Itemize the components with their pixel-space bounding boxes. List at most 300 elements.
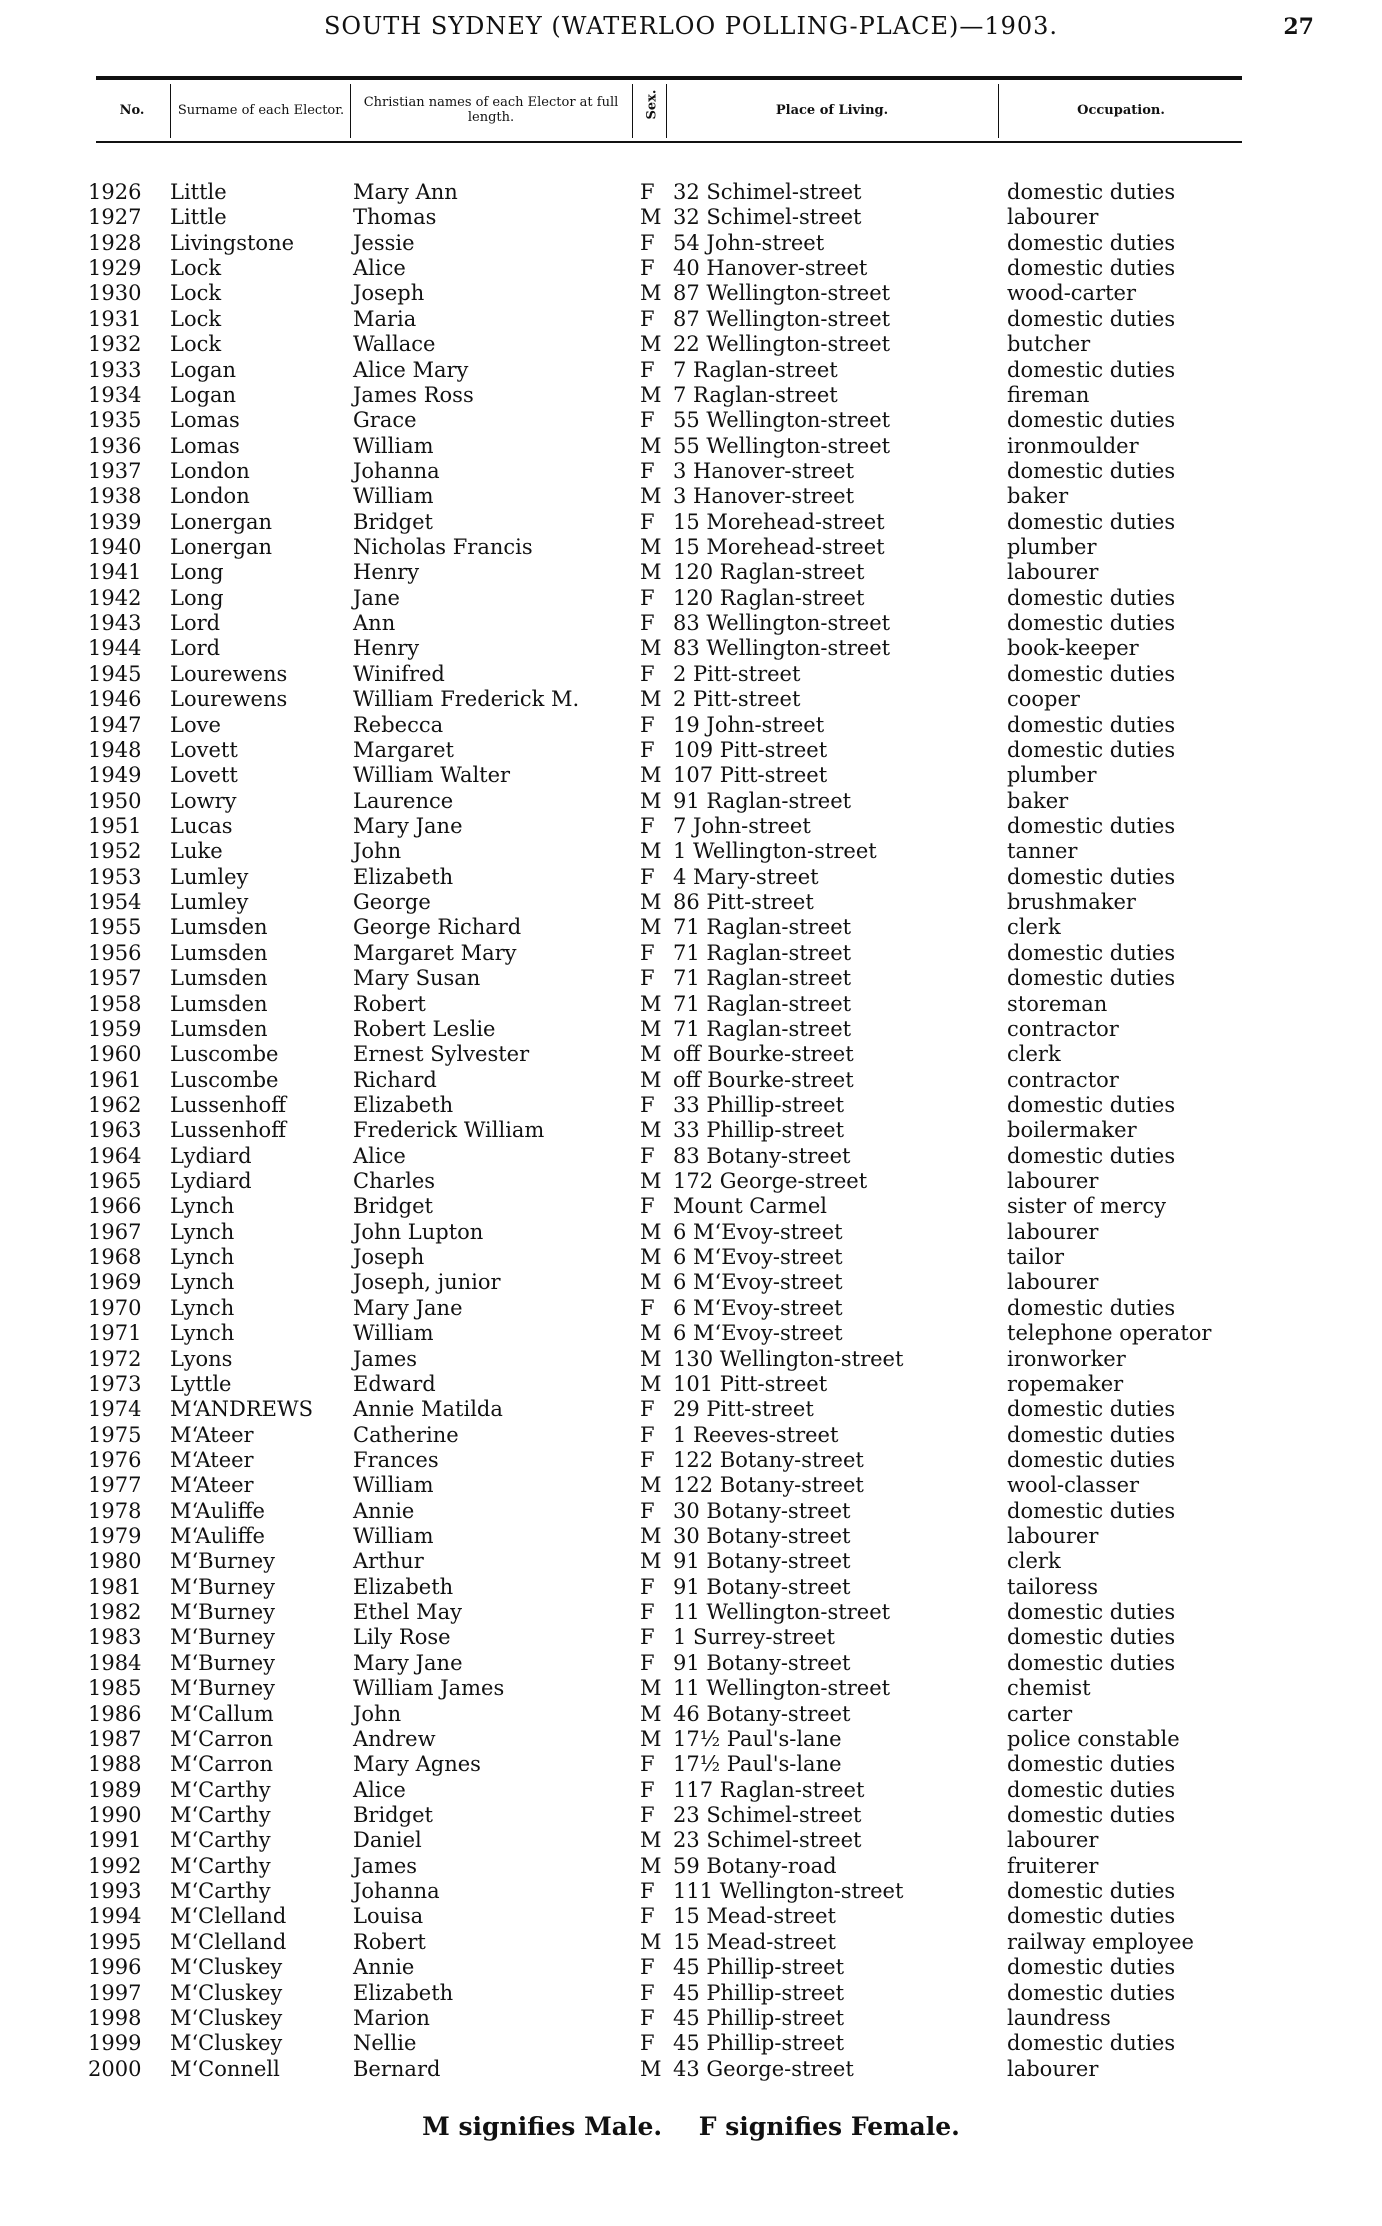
table-row: [0, 1270, 1382, 1295]
cell-surname: Lynch: [170, 1245, 235, 1270]
cell-christian: Catherine: [353, 1422, 459, 1447]
cell-christian: William: [353, 484, 434, 509]
cell-no: 1939: [88, 509, 142, 534]
cell-surname: Lussenhoff: [170, 1118, 287, 1143]
cell-no: 1990: [88, 1803, 142, 1827]
table-row: [0, 662, 1382, 687]
column-divider: [632, 84, 633, 138]
cell-no: 1964: [88, 1143, 142, 1168]
cell-surname: Lynch: [170, 1219, 235, 1244]
cell-no: 1958: [88, 991, 142, 1016]
cell-occupation: fruiterer: [1007, 1853, 1099, 1878]
cell-place: 130 Wellington-street: [673, 1346, 904, 1371]
cell-place: 11 Wellington-street: [673, 1676, 891, 1701]
cell-no: 1938: [88, 484, 142, 509]
table-row: [0, 2006, 1382, 2031]
cell-place: 55 Wellington-street: [673, 433, 891, 458]
table-row: [0, 231, 1382, 256]
cell-christian: Daniel: [353, 1828, 422, 1853]
cell-place: 71 Raglan-street: [673, 991, 852, 1016]
cell-surname: Luscombe: [170, 1067, 279, 1092]
cell-no: 1942: [88, 585, 142, 610]
cell-place: 122 Botany-street: [673, 1447, 864, 1472]
cell-christian: Frederick William: [353, 1118, 545, 1143]
cell-christian: Nicholas Francis: [353, 535, 533, 560]
table-row: [0, 180, 1382, 205]
cell-surname: M‘Burney: [170, 1625, 275, 1650]
cell-sex: M: [640, 991, 662, 1016]
cell-christian: Thomas: [353, 205, 437, 230]
table-row: [0, 307, 1382, 332]
cell-sex: M: [640, 839, 662, 864]
legend-male: M signifies Male.: [422, 2112, 663, 2141]
cell-no: 1977: [88, 1473, 142, 1498]
cell-sex: F: [640, 737, 655, 762]
cell-christian: Maria: [353, 306, 417, 331]
cell-occupation: labourer: [1007, 2056, 1099, 2081]
cell-surname: Lord: [170, 636, 221, 661]
cell-sex: M: [640, 788, 662, 813]
cell-occupation: fireman: [1007, 382, 1090, 407]
cell-occupation: domestic duties: [1007, 1092, 1176, 1117]
table-row: [0, 1194, 1382, 1219]
cell-sex: F: [640, 408, 655, 433]
table-row: [0, 1778, 1382, 1803]
cell-surname: Lyons: [170, 1346, 233, 1371]
cell-christian: Ann: [353, 611, 396, 636]
cell-christian: John: [353, 1701, 402, 1726]
cell-sex: F: [640, 1650, 655, 1675]
table-row: [0, 281, 1382, 306]
cell-sex: F: [640, 864, 655, 889]
cell-no: 1999: [88, 2031, 142, 2056]
cell-no: 1970: [88, 1295, 142, 1320]
cell-no: 1935: [88, 408, 142, 433]
cell-sex: M: [640, 535, 662, 560]
cell-occupation: domestic duties: [1007, 1777, 1176, 1802]
table-row: [0, 890, 1382, 915]
cell-place: 17½ Paul's-lane: [673, 1752, 842, 1777]
cell-christian: Bridget: [353, 1194, 433, 1219]
cell-christian: William Frederick M.: [353, 687, 580, 712]
cell-sex: M: [640, 1853, 662, 1878]
cell-surname: Lumsden: [170, 1016, 268, 1041]
cell-occupation: brushmaker: [1007, 890, 1136, 915]
cell-occupation: domestic duties: [1007, 1397, 1176, 1422]
cell-surname: Little: [170, 205, 227, 230]
cell-occupation: cooper: [1007, 687, 1080, 712]
cell-no: 1941: [88, 560, 142, 585]
cell-place: 19 John-street: [673, 712, 825, 737]
table-row: [0, 763, 1382, 788]
page-title: SOUTH SYDNEY (WATERLOO POLLING-PLACE)—1903.: [323, 12, 1059, 40]
cell-surname: Love: [170, 712, 221, 737]
cell-occupation: wool-classer: [1007, 1473, 1140, 1498]
cell-christian: Elizabeth: [353, 1092, 454, 1117]
cell-occupation: baker: [1007, 484, 1069, 509]
cell-no: 1945: [88, 661, 142, 686]
cell-surname: Lumsden: [170, 940, 268, 965]
table-row: [0, 1727, 1382, 1752]
cell-christian: George: [353, 890, 431, 915]
cell-no: 1979: [88, 1524, 142, 1549]
cell-christian: William James: [353, 1676, 505, 1701]
cell-no: 1974: [88, 1397, 142, 1422]
table-row: [0, 1144, 1382, 1169]
table-row: [0, 1499, 1382, 1524]
cell-christian: Rebecca: [353, 712, 444, 737]
cell-place: 117 Raglan-street: [673, 1777, 865, 1802]
cell-christian: Bridget: [353, 509, 433, 534]
table-row: [0, 992, 1382, 1017]
cell-christian: Joseph: [353, 1245, 425, 1270]
cell-surname: Lonergan: [170, 509, 273, 534]
cell-christian: Elizabeth: [353, 1574, 454, 1599]
cell-occupation: ropemaker: [1007, 1371, 1124, 1396]
cell-christian: Henry: [353, 560, 420, 585]
cell-surname: Lomas: [170, 408, 240, 433]
cell-sex: F: [640, 1397, 655, 1422]
cell-occupation: domestic duties: [1007, 1143, 1176, 1168]
cell-place: 23 Schimel-street: [673, 1828, 862, 1853]
cell-occupation: labourer: [1007, 1169, 1099, 1194]
cell-place: 83 Botany-street: [673, 1143, 851, 1168]
cell-occupation: domestic duties: [1007, 737, 1176, 762]
cell-surname: M‘Auliffe: [170, 1524, 265, 1549]
cell-occupation: labourer: [1007, 1828, 1099, 1853]
cell-place: 32 Schimel-street: [673, 205, 862, 230]
table-row: [0, 687, 1382, 712]
cell-occupation: contractor: [1007, 1016, 1119, 1041]
cell-no: 1932: [88, 332, 142, 357]
cell-occupation: domestic duties: [1007, 661, 1176, 686]
cell-place: 71 Raglan-street: [673, 915, 852, 940]
cell-sex: F: [640, 1955, 655, 1980]
cell-place: 87 Wellington-street: [673, 306, 891, 331]
cell-sex: M: [640, 1219, 662, 1244]
cell-surname: Lourewens: [170, 661, 288, 686]
cell-surname: Lock: [170, 306, 222, 331]
cell-surname: Lucas: [170, 813, 233, 838]
cell-christian: George Richard: [353, 915, 522, 940]
cell-occupation: domestic duties: [1007, 458, 1176, 483]
cell-no: 1928: [88, 230, 142, 255]
cell-occupation: domestic duties: [1007, 509, 1176, 534]
cell-no: 1959: [88, 1016, 142, 1041]
cell-surname: M‘Carthy: [170, 1777, 271, 1802]
cell-occupation: clerk: [1007, 1549, 1061, 1574]
cell-christian: Elizabeth: [353, 1980, 454, 2005]
cell-place: 91 Botany-street: [673, 1549, 851, 1574]
cell-occupation: domestic duties: [1007, 1498, 1176, 1523]
cell-christian: Joseph: [353, 281, 425, 306]
cell-occupation: domestic duties: [1007, 1955, 1176, 1980]
cell-sex: F: [640, 1447, 655, 1472]
cell-christian: Richard: [353, 1067, 437, 1092]
cell-sex: F: [640, 1625, 655, 1650]
table-row: [0, 611, 1382, 636]
table-row: [0, 1549, 1382, 1574]
table-row: [0, 789, 1382, 814]
table-row: [0, 1524, 1382, 1549]
cell-sex: M: [640, 382, 662, 407]
cell-christian: John Lupton: [353, 1219, 484, 1244]
cell-occupation: book-keeper: [1007, 636, 1139, 661]
table-row: [0, 1220, 1382, 1245]
cell-no: 1968: [88, 1245, 142, 1270]
cell-place: 87 Wellington-street: [673, 281, 891, 306]
table-row: [0, 332, 1382, 357]
cell-no: 1926: [88, 180, 142, 204]
cell-place: 46 Botany-street: [673, 1701, 851, 1726]
cell-surname: London: [170, 458, 250, 483]
cell-place: 54 John-street: [673, 230, 825, 255]
cell-sex: F: [640, 509, 655, 534]
cell-place: 71 Raglan-street: [673, 1016, 852, 1041]
cell-occupation: tanner: [1007, 839, 1078, 864]
cell-sex: M: [640, 1701, 662, 1726]
table-row: [0, 1828, 1382, 1853]
cell-occupation: labourer: [1007, 1219, 1099, 1244]
cell-sex: F: [640, 180, 655, 204]
cell-sex: M: [640, 1169, 662, 1194]
cell-surname: Lowry: [170, 788, 237, 813]
cell-sex: F: [640, 306, 655, 331]
cell-no: 1980: [88, 1549, 142, 1574]
cell-no: 1969: [88, 1270, 142, 1295]
cell-occupation: domestic duties: [1007, 585, 1176, 610]
cell-place: 33 Phillip-street: [673, 1118, 845, 1143]
cell-place: 101 Pitt-street: [673, 1371, 828, 1396]
cell-no: 1996: [88, 1955, 142, 1980]
cell-occupation: domestic duties: [1007, 256, 1176, 281]
cell-no: 1973: [88, 1371, 142, 1396]
table-row: [0, 966, 1382, 991]
cell-no: 1997: [88, 1980, 142, 2005]
cell-christian: Jessie: [353, 230, 415, 255]
cell-sex: M: [640, 1016, 662, 1041]
cell-no: 1976: [88, 1447, 142, 1472]
cell-surname: Lovett: [170, 737, 238, 762]
cell-place: 107 Pitt-street: [673, 763, 828, 788]
cell-sex: F: [640, 458, 655, 483]
cell-occupation: carter: [1007, 1701, 1073, 1726]
cell-place: 55 Wellington-street: [673, 408, 891, 433]
cell-surname: Lumsden: [170, 915, 268, 940]
cell-surname: Lonergan: [170, 535, 273, 560]
cell-no: 1960: [88, 1042, 142, 1067]
cell-occupation: domestic duties: [1007, 1879, 1176, 1904]
header-rule: [96, 141, 1242, 143]
cell-christian: Robert: [353, 991, 426, 1016]
cell-no: 1985: [88, 1676, 142, 1701]
cell-occupation: clerk: [1007, 915, 1061, 940]
cell-surname: M‘Clelland: [170, 1929, 287, 1954]
cell-place: off Bourke-street: [673, 1067, 854, 1092]
cell-place: 17½ Paul's-lane: [673, 1726, 842, 1751]
cell-occupation: domestic duties: [1007, 1625, 1176, 1650]
cell-place: 2 Pitt-street: [673, 661, 801, 686]
cell-christian: Andrew: [353, 1726, 436, 1751]
cell-surname: Lynch: [170, 1321, 235, 1346]
cell-place: 32 Schimel-street: [673, 180, 862, 204]
cell-place: 3 Hanover-street: [673, 484, 855, 509]
cell-sex: F: [640, 1879, 655, 1904]
cell-no: 1978: [88, 1498, 142, 1523]
cell-christian: Annie Matilda: [353, 1397, 503, 1422]
cell-place: 33 Phillip-street: [673, 1092, 845, 1117]
cell-christian: Louisa: [353, 1904, 424, 1929]
cell-place: 7 John-street: [673, 813, 811, 838]
cell-surname: Lydiard: [170, 1143, 252, 1168]
cell-place: 91 Botany-street: [673, 1574, 851, 1599]
cell-sex: F: [640, 1980, 655, 2005]
column-header-christian: Christian names of each Elector at full length.: [363, 95, 619, 125]
cell-surname: M‘Carron: [170, 1752, 274, 1777]
cell-occupation: domestic duties: [1007, 813, 1176, 838]
cell-occupation: contractor: [1007, 1067, 1119, 1092]
table-row: [0, 1042, 1382, 1067]
cell-surname: Lovett: [170, 763, 238, 788]
cell-occupation: telephone operator: [1007, 1321, 1212, 1346]
cell-no: 2000: [88, 2056, 142, 2081]
cell-christian: William Walter: [353, 763, 511, 788]
table-row: [0, 1854, 1382, 1879]
cell-no: 1952: [88, 839, 142, 864]
cell-sex: M: [640, 1270, 662, 1295]
cell-occupation: labourer: [1007, 560, 1099, 585]
cell-place: 22 Wellington-street: [673, 332, 891, 357]
cell-sex: F: [640, 1295, 655, 1320]
cell-place: 15 Morehead-street: [673, 535, 885, 560]
cell-sex: F: [640, 585, 655, 610]
cell-sex: F: [640, 1194, 655, 1219]
cell-sex: F: [640, 2005, 655, 2030]
column-header-place: Place of Living.: [775, 102, 889, 118]
cell-surname: M‘Cluskey: [170, 1955, 283, 1980]
cell-surname: M‘Burney: [170, 1549, 275, 1574]
column-header-surname: Surname of each Elector.: [177, 102, 345, 118]
cell-no: 1998: [88, 2005, 142, 2030]
cell-occupation: storeman: [1007, 991, 1108, 1016]
table-row: [0, 915, 1382, 940]
cell-no: 1982: [88, 1600, 142, 1625]
table-row: [0, 1600, 1382, 1625]
cell-christian: Edward: [353, 1371, 436, 1396]
table-row: [0, 1423, 1382, 1448]
cell-place: 83 Wellington-street: [673, 611, 891, 636]
cell-occupation: domestic duties: [1007, 1980, 1176, 2005]
cell-christian: Margaret Mary: [353, 940, 517, 965]
table-row: [0, 1879, 1382, 1904]
cell-sex: F: [640, 1143, 655, 1168]
cell-no: 1951: [88, 813, 142, 838]
cell-sex: M: [640, 484, 662, 509]
cell-surname: M‘Carron: [170, 1726, 274, 1751]
table-row: [0, 814, 1382, 839]
cell-no: 1987: [88, 1726, 142, 1751]
column-divider: [350, 84, 351, 138]
cell-place: 59 Botany-road: [673, 1853, 837, 1878]
cell-christian: Robert Leslie: [353, 1016, 496, 1041]
cell-occupation: domestic duties: [1007, 611, 1176, 636]
cell-no: 1984: [88, 1650, 142, 1675]
cell-occupation: domestic duties: [1007, 712, 1176, 737]
cell-christian: Mary Jane: [353, 1295, 463, 1320]
cell-surname: M‘Ateer: [170, 1473, 254, 1498]
cell-christian: Laurence: [353, 788, 454, 813]
cell-place: 6 M‘Evoy-street: [673, 1270, 843, 1295]
cell-surname: Lynch: [170, 1295, 235, 1320]
cell-no: 1983: [88, 1625, 142, 1650]
table-row: [0, 383, 1382, 408]
cell-surname: Lumsden: [170, 966, 268, 991]
cell-surname: Lock: [170, 281, 222, 306]
cell-place: 11 Wellington-street: [673, 1600, 891, 1625]
cell-surname: M‘Burney: [170, 1650, 275, 1675]
cell-occupation: domestic duties: [1007, 357, 1176, 382]
cell-occupation: domestic duties: [1007, 408, 1176, 433]
table-row: [0, 839, 1382, 864]
cell-occupation: ironworker: [1007, 1346, 1126, 1371]
cell-christian: Mary Agnes: [353, 1752, 481, 1777]
cell-place: 4 Mary-street: [673, 864, 819, 889]
table-row: [0, 1321, 1382, 1346]
cell-place: 120 Raglan-street: [673, 585, 865, 610]
cell-surname: M‘Carthy: [170, 1879, 271, 1904]
cell-surname: Lumley: [170, 890, 249, 915]
cell-occupation: plumber: [1007, 763, 1097, 788]
cell-occupation: domestic duties: [1007, 966, 1176, 991]
cell-sex: F: [640, 1777, 655, 1802]
cell-sex: F: [640, 1600, 655, 1625]
table-row: [0, 1118, 1382, 1143]
cell-sex: F: [640, 1092, 655, 1117]
cell-surname: Livingstone: [170, 230, 295, 255]
cell-sex: M: [640, 1676, 662, 1701]
cell-place: 6 M‘Evoy-street: [673, 1321, 843, 1346]
cell-no: 1963: [88, 1118, 142, 1143]
cell-place: 71 Raglan-street: [673, 940, 852, 965]
cell-christian: Winifred: [353, 661, 445, 686]
cell-no: 1966: [88, 1194, 142, 1219]
cell-place: 1 Surrey-street: [673, 1625, 835, 1650]
cell-occupation: boilermaker: [1007, 1118, 1137, 1143]
cell-sex: F: [640, 1498, 655, 1523]
cell-sex: F: [640, 661, 655, 686]
cell-christian: Mary Ann: [353, 180, 458, 204]
cell-surname: M‘Callum: [170, 1701, 274, 1726]
cell-occupation: ironmoulder: [1007, 433, 1139, 458]
cell-occupation: plumber: [1007, 535, 1097, 560]
table-row: [0, 1296, 1382, 1321]
cell-sex: M: [640, 1473, 662, 1498]
cell-sex: M: [640, 763, 662, 788]
cell-christian: Ethel May: [353, 1600, 462, 1625]
cell-sex: F: [640, 256, 655, 281]
cell-surname: M‘Auliffe: [170, 1498, 265, 1523]
cell-surname: M‘Clelland: [170, 1904, 287, 1929]
legend-female: F signifies Female.: [698, 2112, 960, 2141]
table-row: [0, 484, 1382, 509]
cell-place: 6 M‘Evoy-street: [673, 1245, 843, 1270]
cell-christian: Jane: [353, 585, 400, 610]
cell-no: 1972: [88, 1346, 142, 1371]
cell-surname: Lomas: [170, 433, 240, 458]
cell-occupation: labourer: [1007, 205, 1099, 230]
cell-surname: M‘ANDREWS: [170, 1397, 313, 1422]
cell-surname: Luscombe: [170, 1042, 279, 1067]
